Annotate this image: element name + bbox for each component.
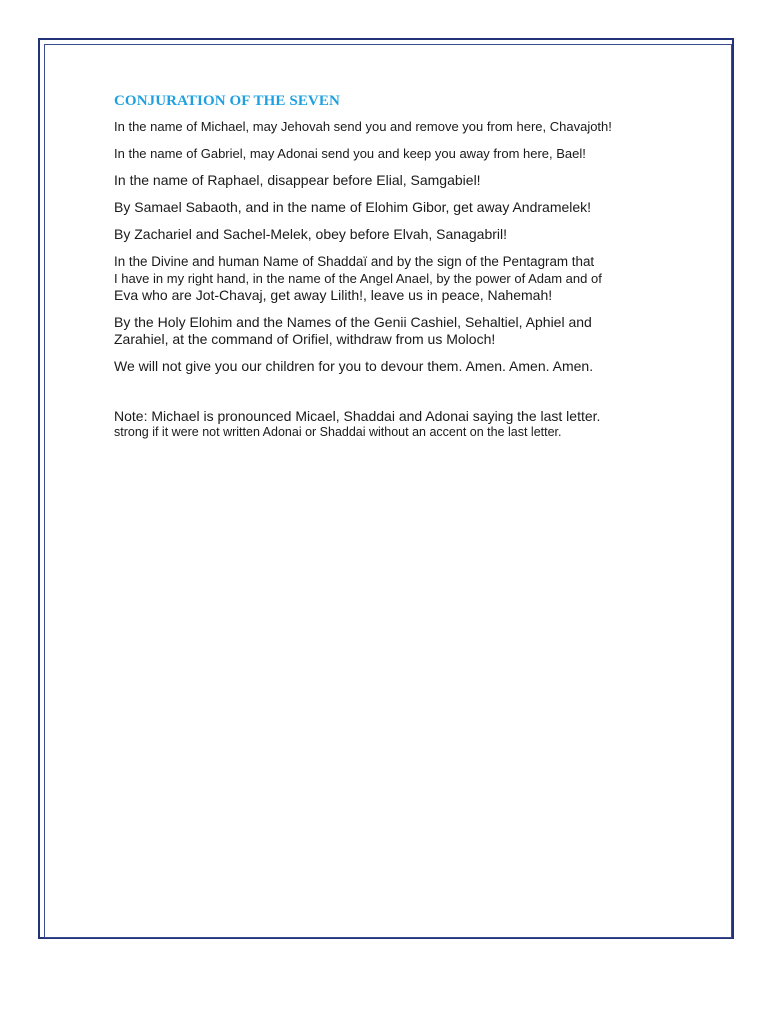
conjuration-paragraph-michael	[114, 118, 674, 135]
document-title: CONJURATION OF THE SEVEN	[114, 93, 340, 109]
pronunciation-note	[114, 408, 674, 440]
document-body	[114, 93, 674, 440]
paragraph-line: By Zachariel and Sachel-Melek, obey before Elvah, Sanagabril!	[114, 226, 507, 242]
paragraph-line: I have in my right hand, in the name of the Angel Anael, by the power of Adam and of	[114, 271, 602, 286]
paragraph-line: Zarahiel, at the command of Orifiel, withdraw from us Moloch!	[114, 331, 496, 347]
conjuration-paragraph-zachariel	[114, 226, 674, 243]
conjuration-paragraph-samael	[114, 199, 674, 216]
paragraph-line: In the name of Michael, may Jehovah send you and remove you from here, Chavajoth!	[114, 119, 612, 134]
note-line: Note: Michael is pronounced Micael, Shaddai and Adonai saying the last letter.	[114, 408, 601, 424]
paragraph-line: We will not give you our children for you to devour them. Amen. Amen. Amen.	[114, 358, 594, 374]
conjuration-paragraph-gabriel	[114, 145, 674, 162]
conjuration-paragraph-raphael	[114, 172, 674, 189]
conjuration-paragraph-amen	[114, 358, 674, 375]
paragraph-line: By Samael Sabaoth, and in the name of Elohim Gibor, get away Andramelek!	[114, 199, 592, 215]
paragraph-line: In the name of Raphael, disappear before Elial, Samgabiel!	[114, 172, 481, 188]
conjuration-paragraph-elohim	[114, 314, 674, 348]
conjuration-paragraph-shaddai	[114, 253, 674, 304]
paragraph-line: In the Divine and human Name of Shaddaï and by the sign of the Pentagram that	[114, 254, 595, 269]
paragraph-line: Eva who are Jot-Chavaj, get away Lilith!, leave us in peace, Nahemah!	[114, 287, 553, 303]
paragraph-line: By the Holy Elohim and the Names of the Genii Cashiel, Sehaltiel, Aphiel and	[114, 314, 592, 330]
note-line: strong if it were not written Adonai or Shaddai without an accent on the last letter.	[114, 425, 562, 439]
paragraph-line: In the name of Gabriel, may Adonai send you and keep you away from here, Bael!	[114, 146, 586, 161]
